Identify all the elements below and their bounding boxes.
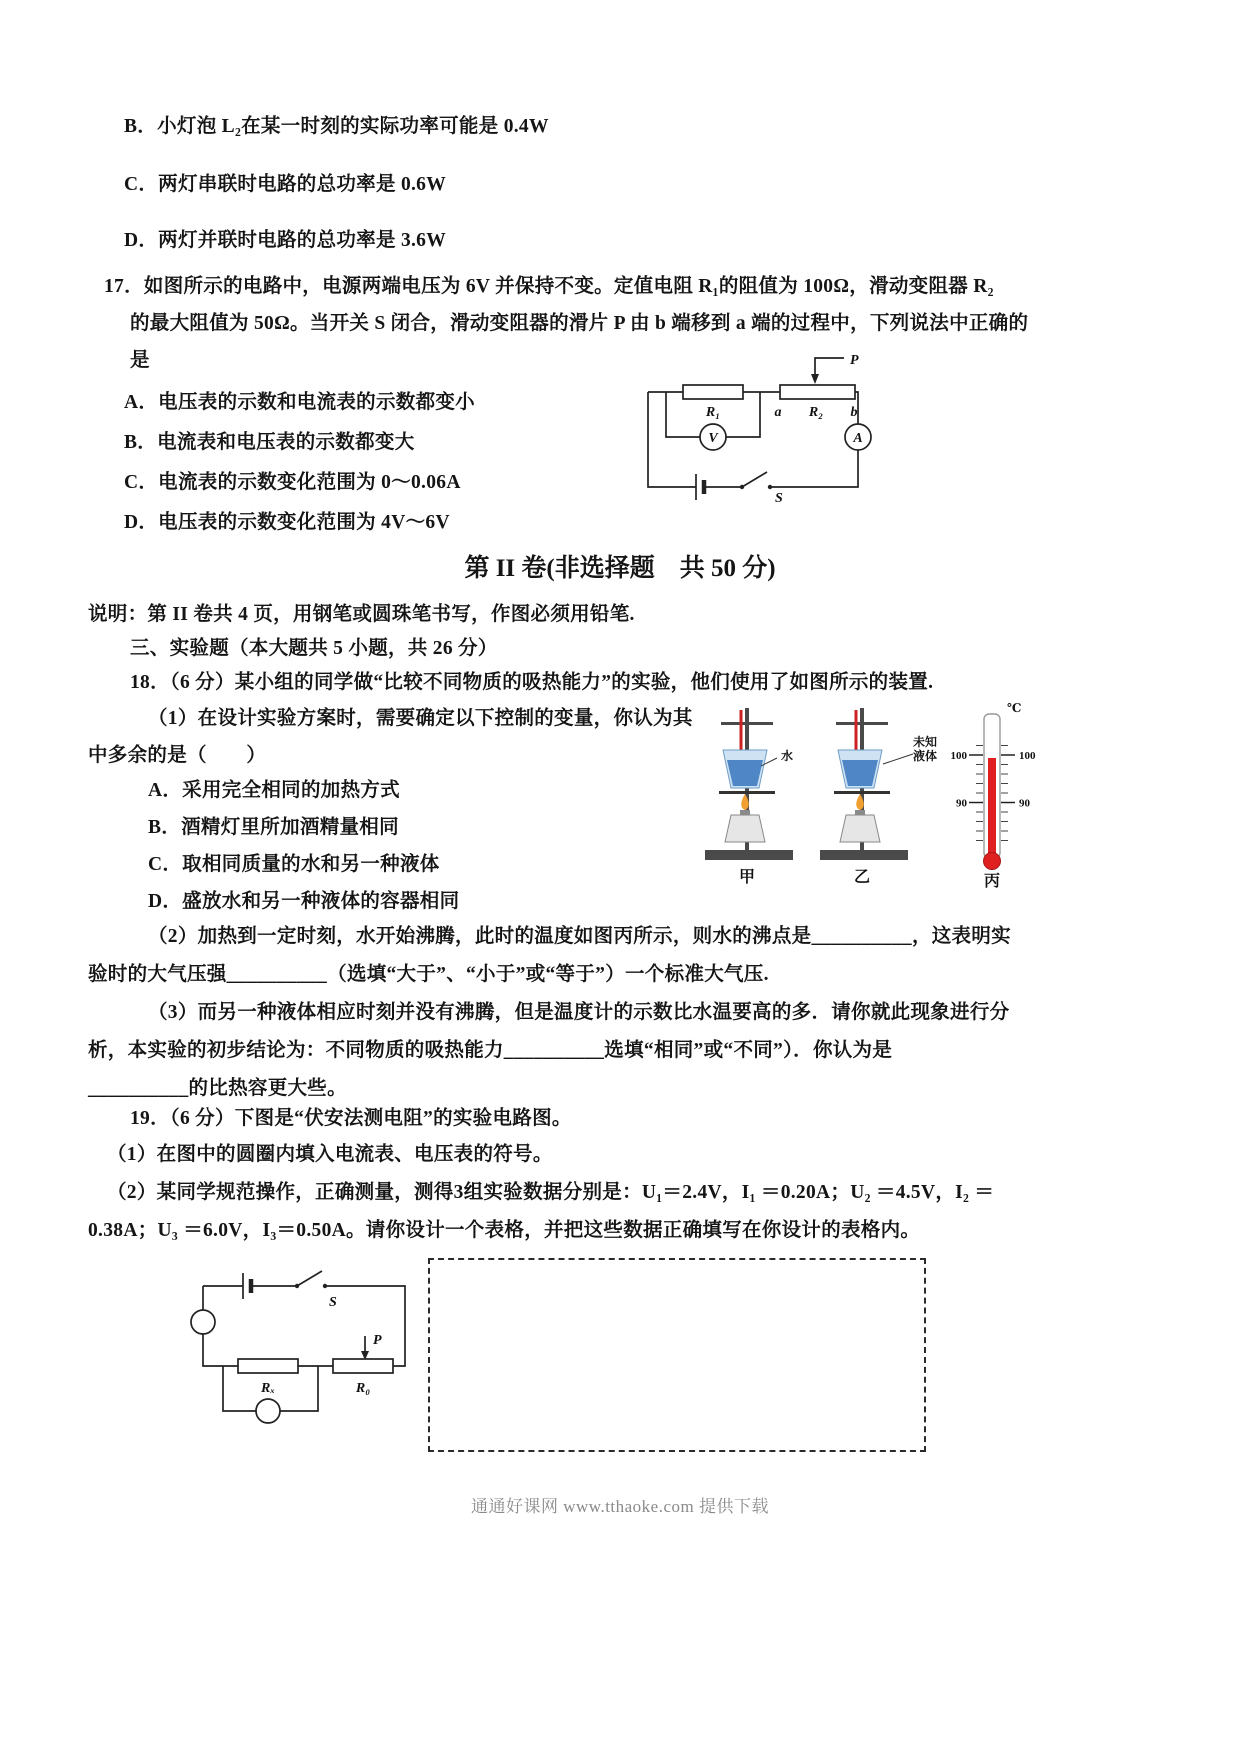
q18-option-b: B．酒精灯里所加酒精量相同 <box>148 817 399 838</box>
label-a-end: a <box>774 405 782 420</box>
q17-stem-line-2: 的最大阻值为 50Ω。当开关 S 闭合，滑动变阻器的滑片 P 由 b 端移到 a 端的过程中，下列说法中正确的 <box>130 313 1029 334</box>
circuit-wires <box>648 358 871 500</box>
q17-option-d: D．电压表的示数变化范围为 4V～6V <box>124 512 450 533</box>
label-r1: R₁ <box>705 405 721 420</box>
label-switch-s: S <box>329 1295 337 1310</box>
unknown-callout-line <box>883 754 913 764</box>
q18-stem: 18．（6 分）某小组的同学做“比较不同物质的吸热能力”的实验，他们使用了如图所示的装置. <box>130 672 934 693</box>
q17-stem-line-3: 是 <box>130 350 150 371</box>
left-minor-ticks <box>976 746 983 841</box>
q19-stem: 19．（6 分）下图是“伏安法测电阻”的实验电路图。 <box>130 1108 572 1129</box>
label-celsius: ℃ <box>1007 701 1022 715</box>
label-r0: R₀ <box>355 1381 371 1396</box>
q17-option-b: B．电流表和电压表的示数都变大 <box>124 432 415 453</box>
q17-circuit-figure <box>628 340 890 515</box>
q19-sub2-line-2: 0.38A；U₃ ＝6.0V，I₃＝0.50A。请你设计一个表格，并把这些数据正确填写在你设计的表格内。 <box>88 1220 921 1241</box>
slider-arrow <box>811 374 819 384</box>
label-unknown-1: 未知 <box>912 735 938 749</box>
section-2-title: 第 II 卷(非选择题 共 50 分) <box>464 555 776 582</box>
q16-option-d: D．两灯并联时电路的总功率是 3.6W <box>124 230 447 251</box>
thermometer <box>951 701 1037 870</box>
left-major-ticks <box>969 755 983 803</box>
q18-sub3-line-3: __________的比热容更大些。 <box>88 1078 347 1099</box>
label-jia: 甲 <box>738 869 756 886</box>
tick-label-100-left: 100 <box>950 750 967 762</box>
q17-option-a: A．电压表的示数和电流表的示数都变小 <box>124 392 475 413</box>
switch-contact <box>768 485 772 489</box>
q19-sub2-line-1: （2）某同学规范操作，正确测量，测得3组实验数据分别是：U₁＝2.4V，I₁ ＝0.20A；U₂ ＝4.5V，I₂ ＝ <box>107 1182 995 1203</box>
q18-sub1-line-2: 中多余的是（ ） <box>88 745 267 766</box>
rheostat-r0 <box>333 1359 393 1373</box>
q18-sub1-line-1: （1）在设计实验方案时，需要确定以下控制的变量，你认为其 <box>148 708 693 729</box>
part-3-heading: 三、实验题（本大题共 5 小题，共 26 分） <box>130 638 498 659</box>
label-switch-s: S <box>775 491 783 506</box>
switch-contact <box>740 485 744 489</box>
q18-sub3-line-1: （3）而另一种液体相应时刻并没有沸腾，但是温度计的示数比水温要高的多．请你就此现象进行分 <box>148 1002 1010 1023</box>
label-water: 水 <box>781 749 794 763</box>
q17-stem-line-1: 17．如图所示的电路中，电源两端电压为 6V 并保持不变。定值电阻 R₁的阻值为 100Ω，滑动变阻器 R₂ <box>104 276 994 297</box>
q16-option-c: C．两灯串联时电路的总功率是 0.6W <box>124 174 447 195</box>
label-yi: 乙 <box>853 869 871 886</box>
q17-option-c: C．电流表的示数变化范围为 0～0.06A <box>124 472 461 493</box>
q19-sub1: （1）在图中的圆圈内填入电流表、电压表的符号。 <box>107 1144 553 1165</box>
switch-contact <box>295 1284 299 1288</box>
meter-circle-placeholder <box>256 1399 280 1423</box>
q18-sub3-line-2: 析，本实验的初步结论为：不同物质的吸热能力__________选填“相同”或“不同”）．你认为是 <box>88 1040 893 1061</box>
q18-option-c: C．取相同质量的水和另一种液体 <box>148 854 440 875</box>
tick-label-90-left: 90 <box>956 797 967 810</box>
meter-circle-placeholder <box>191 1310 215 1334</box>
right-major-ticks <box>1001 755 1015 803</box>
stand-yi <box>820 708 908 860</box>
q16-option-b: B．小灯泡 L₂在某一时刻的实际功率可能是 0.4W <box>124 116 549 137</box>
right-minor-ticks <box>1001 746 1008 841</box>
label-unknown-2: 液体 <box>912 749 938 763</box>
label-slider-p: P <box>850 353 859 368</box>
site-footer: 通通好课网 www.tthaoke.com 提供下载 <box>470 1497 770 1516</box>
label-bing: 丙 <box>983 873 1001 890</box>
stand-jia <box>705 708 793 860</box>
label-r2: R₂ <box>808 405 824 420</box>
resistor-rx <box>238 1359 298 1373</box>
tick-label-100-right: 100 <box>1019 750 1036 762</box>
q18-sub2-line-1: （2）加热到一定时刻，水开始沸腾，此时的温度如图丙所示，则水的沸点是__________，这表明实 <box>148 926 1011 947</box>
tick-label-90-right: 90 <box>1019 797 1030 810</box>
label-b-end: b <box>850 405 858 420</box>
q18-apparatus-figure <box>695 700 1045 892</box>
voltmeter-symbol: V <box>708 431 718 446</box>
q18-option-a: A．采用完全相同的加热方式 <box>148 780 400 801</box>
section-2-note: 说明：第 II 卷共 4 页，用钢笔或圆珠笔书写，作图必须用铅笔. <box>88 604 635 625</box>
label-slider-p: P <box>373 1333 382 1348</box>
q18-sub2-line-2: 验时的大气压强__________（选填“大于”、“小于”或“等于”）一个标准大气压. <box>88 964 769 985</box>
answer-table-box <box>428 1258 926 1452</box>
label-rx: Rₓ <box>260 1381 276 1396</box>
ammeter-symbol: A <box>853 431 863 446</box>
q18-option-d: D．盛放水和另一种液体的容器相同 <box>148 891 460 912</box>
q19-circuit-figure <box>183 1256 428 1451</box>
switch-contact <box>323 1284 327 1288</box>
